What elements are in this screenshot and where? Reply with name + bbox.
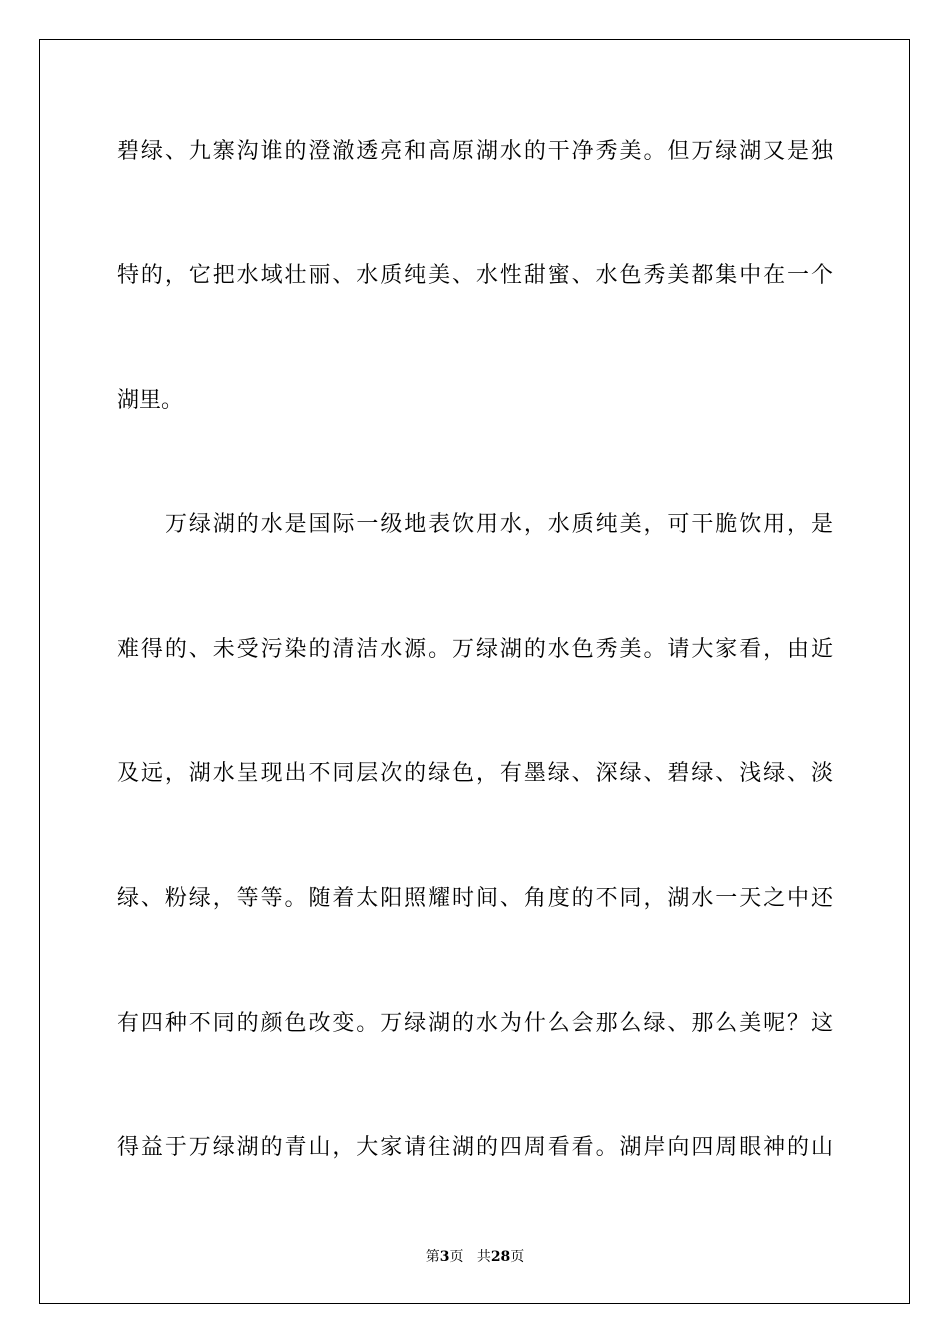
footer-total-prefix: 共 <box>476 1249 491 1265</box>
footer-total-pages: 28 <box>490 1249 511 1265</box>
body-text-line-2: 特的，它把水域壮丽、水质纯美、水性甜蜜、水色秀美都集中在一个 <box>117 263 833 288</box>
footer-page-prefix: 第 <box>425 1249 440 1265</box>
body-text-line-4: 万绿湖的水是国际一级地表饮用水，水质纯美，可干脆饮用，是 <box>165 512 833 537</box>
body-text-line-6: 及远，湖水呈现出不同层次的绿色，有墨绿、深绿、碧绿、浅绿、淡 <box>117 761 833 786</box>
page-footer <box>0 1248 950 1266</box>
body-text-line-7: 绿、粉绿，等等。随着太阳照耀时间、角度的不同，湖水一天之中还 <box>117 886 833 911</box>
footer-total-suffix: 页 <box>510 1249 525 1265</box>
body-text-line-9: 得益于万绿湖的青山，大家请往湖的四周看看。湖岸向四周眼神的山 <box>117 1135 833 1160</box>
page-border <box>39 39 910 1304</box>
footer-page-suffix: 页 <box>449 1249 464 1265</box>
body-text-line-3: 湖里。 <box>117 388 184 413</box>
body-text-line-1: 碧绿、九寨沟谁的澄澈透亮和高原湖水的干净秀美。但万绿湖又是独 <box>117 139 833 164</box>
body-text-line-8: 有四种不同的颜色改变。万绿湖的水为什么会那么绿、那么美呢？这 <box>117 1011 833 1036</box>
body-text-line-5: 难得的、未受污染的清洁水源。万绿湖的水色秀美。请大家看，由近 <box>117 637 833 662</box>
footer-page-number: 3 <box>439 1249 450 1265</box>
